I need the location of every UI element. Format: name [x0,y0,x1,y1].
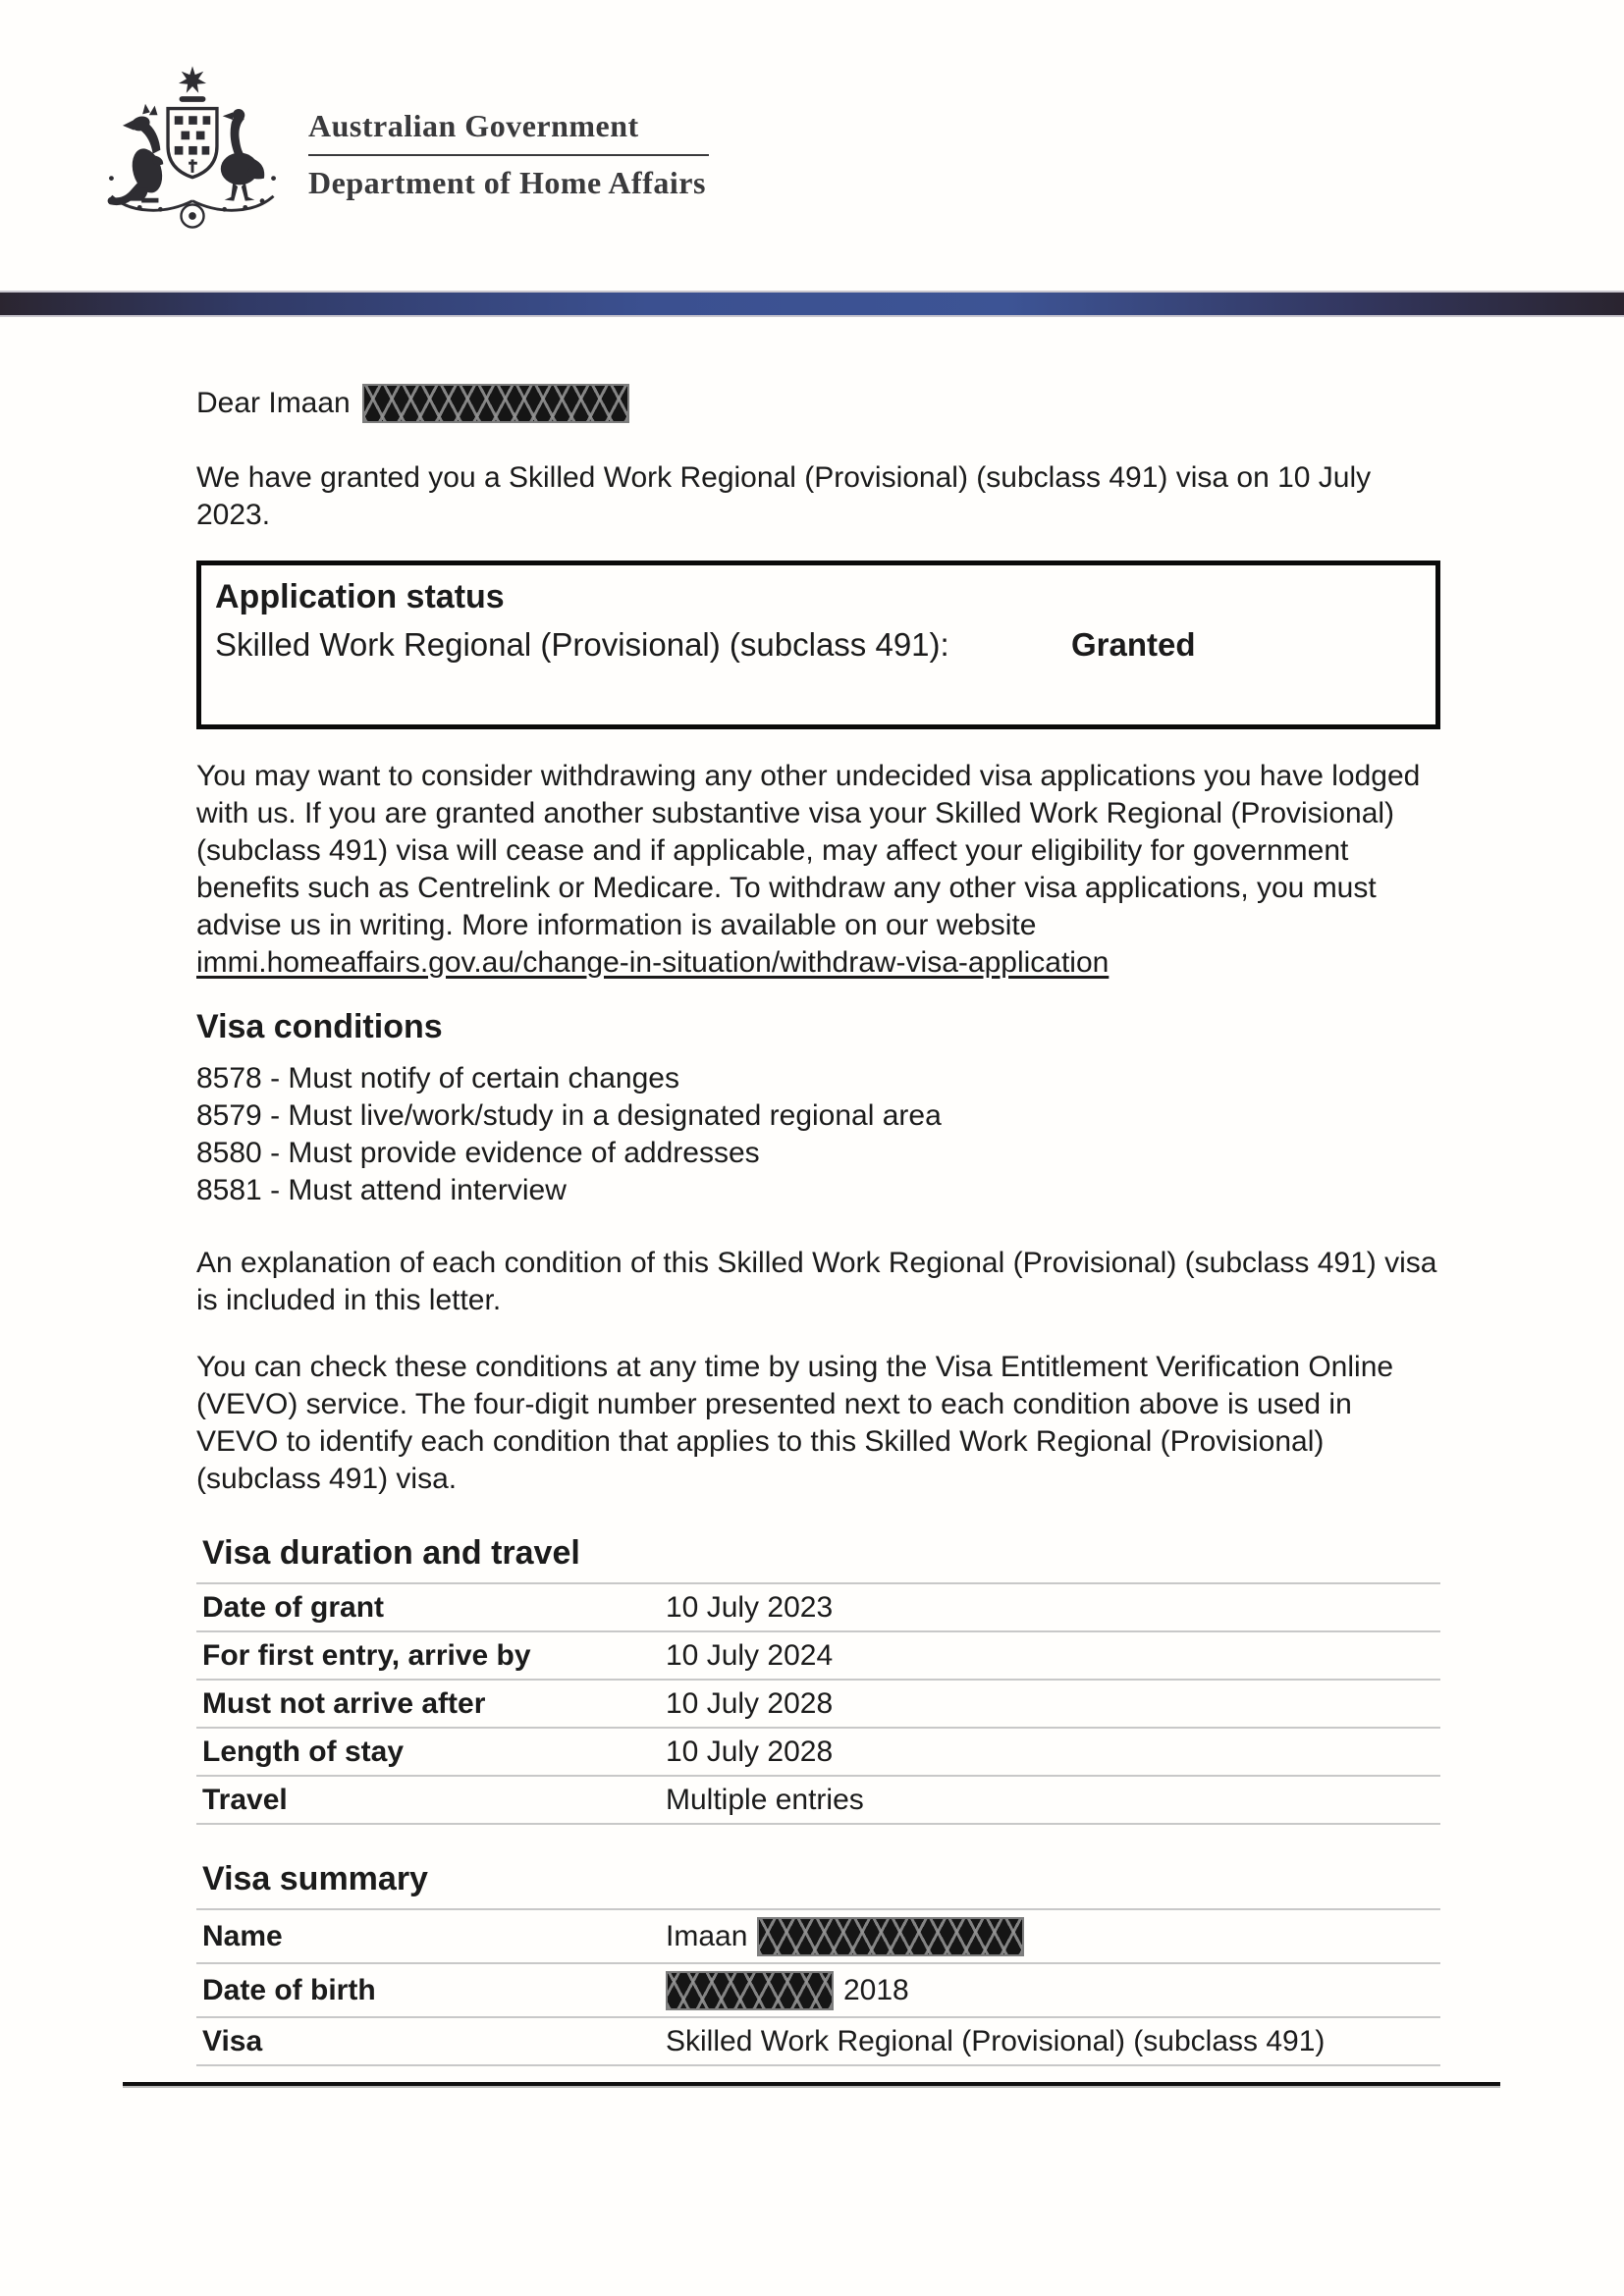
visa-duration-title: Visa duration and travel [202,1534,580,1572]
table-row [196,1728,1440,1776]
row-value: Multiple entries [666,1784,864,1816]
row-value: Skilled Work Regional (Provisional) (subclass 491) [666,2025,1326,2057]
redacted-surname [362,384,629,423]
table-row [196,1680,1440,1728]
table-row [196,1776,1440,1824]
row-label: Date of birth [202,1974,376,2006]
table-row [196,1963,1440,2017]
condition-item: 8579 - Must live/work/study in a designated regional area [196,1099,942,1132]
letterhead [98,57,709,239]
redacted-name [757,1917,1024,1956]
letterhead-text [308,57,709,201]
row-label: Name [202,1920,283,1952]
condition-item: 8581 - Must attend interview [196,1174,567,1206]
application-status-box [196,561,1440,729]
department-name: Department of Home Affairs [308,165,706,200]
application-status-title: Application status [215,578,505,615]
row-label: Date of grant [202,1591,385,1624]
intro-paragraph: We have granted you a Skilled Work Regional (Provisional) (subclass 491) visa on 10 July 2023. [196,461,1372,531]
visa-conditions-title: Visa conditions [196,1008,443,1045]
row-value: 10 July 2028 [666,1735,834,1768]
row-value [660,1963,1440,2017]
redacted-birthdate [666,1971,834,2010]
birth-year: 2018 [843,1974,909,2006]
australian-coat-of-arms-icon [98,57,287,239]
row-label: Length of stay [202,1735,405,1768]
table-row [196,2017,1440,2065]
salutation-text: Dear Imaan [196,387,351,419]
row-value: 10 July 2028 [666,1687,834,1720]
row-label: Travel [202,1784,288,1816]
table-row [196,1583,1440,1631]
row-label: Visa [202,2025,263,2057]
visa-conditions-list [196,1060,1440,1209]
row-value [660,1909,1440,1963]
application-status-row [215,622,1422,667]
status-granted-value: Granted [1071,626,1196,663]
visa-duration-table [196,1582,1440,1825]
row-label: Must not arrive after [202,1687,486,1720]
table-row [196,1631,1440,1680]
banner-bar [0,291,1624,317]
visa-subclass-label: Skilled Work Regional (Provisional) (subclass 491): [215,626,949,663]
withdraw-visa-link[interactable]: immi.homeaffairs.gov.au/change-in-situation/withdraw-visa-application [196,946,1110,979]
government-name: Australian Government [308,108,639,143]
table-row [196,1909,1440,1963]
row-value: 10 July 2023 [666,1591,834,1624]
salutation [196,384,1440,423]
footer-divider [123,2082,1500,2086]
vevo-paragraph: You can check these conditions at any time by using the Visa Entitlement Verification Online (VEVO) service. The four-digit number presented next to each condition above is used in VEVO to identify each condition that applies to this Skilled Work Regional (Provisional) (subclass 491) visa. [196,1351,1394,1495]
visa-summary-title: Visa summary [202,1860,428,1897]
withdraw-text: You may want to consider withdrawing any other undecided visa applications you have lodged with us. If you are granted another substantive visa your Skilled Work Regional (Provisional) (subclass 491) visa will cease and if applicable, may affect your eligibility for government benefits such as Centrelink or Medicare. To withdraw any other visa applications, you must advise us in writing. More information is available on our website [196,760,1421,941]
explanation-paragraph: An explanation of each condition of this Skilled Work Regional (Provisional) (subclass 491) visa is included in this letter. [196,1247,1437,1316]
row-value: 10 July 2024 [666,1639,834,1672]
name-visible-part: Imaan [666,1920,748,1952]
visa-summary-table [196,1908,1440,2066]
condition-item: 8580 - Must provide evidence of addresses [196,1137,760,1169]
letterhead-divider [308,154,709,156]
row-label: For first entry, arrive by [202,1639,531,1672]
condition-item: 8578 - Must notify of certain changes [196,1062,679,1095]
withdraw-paragraph [196,758,1440,982]
